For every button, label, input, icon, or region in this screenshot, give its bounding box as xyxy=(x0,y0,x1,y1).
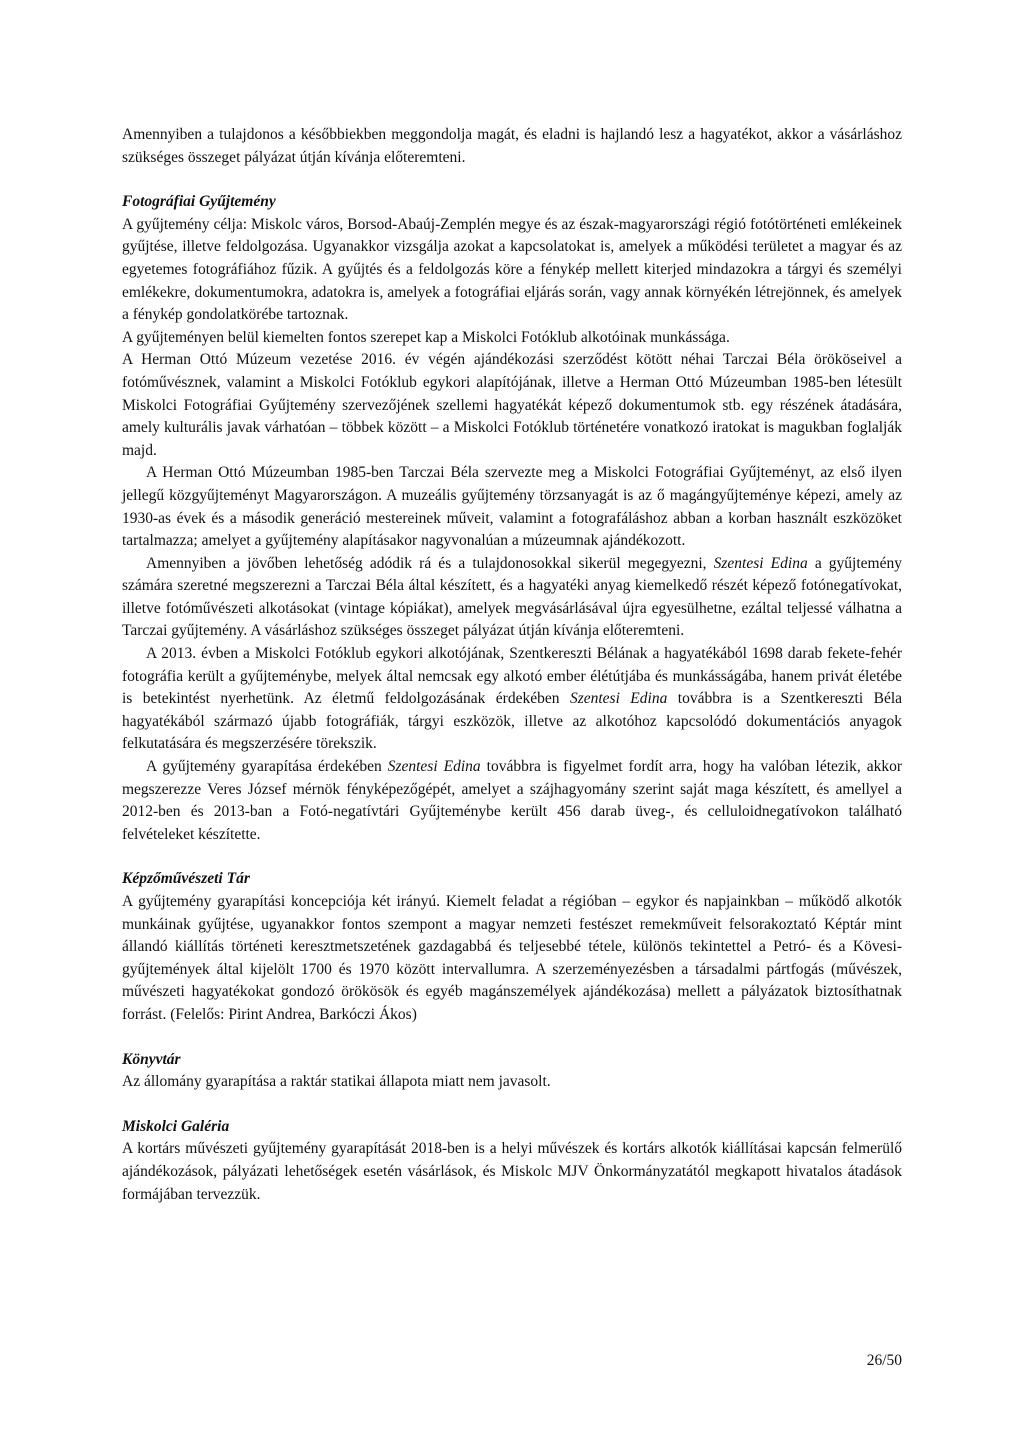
fotografiai-paragraph-4: A Herman Ottó Múzeumban 1985-ben Tarczai Béla szervezte meg a Miskolci Fotográfiai Gyűjteményt, az első ilyen jellegű közgyűjteményt Magyarországon. A muzeális gyűjtemény törzsanyagát is az ő magángyűjteménye képezi, amely az 1930-as évek és a második generáció mestereinek műveit, valamint a fotografáláshoz abban a korban használt eszközöket tartalmazza; amelyet a gyűjtemény alapításakor nagyvonalúan a múzeumnak ajándékozott. xyxy=(122,464,902,550)
fotografiai-paragraph-1: A gyűjtemény célja: Miskolc város, Borsod-Abaúj-Zemplén megye és az észak-magyarországi régió fotótörténeti emlékeinek gyűjtése, illetve feldolgozása. Ugyanakkor vizsgálja azokat a kapcsolatokat is, amelyek a működési területet a magyar és az egyetemes fotográfiához fűzik. A gyűjtés és a feldolgozás köre a fénykép mellett kiterjed mindazokra a tárgyi és személyi emlékekre, dokumentumokra, adatokra is, amelyek a fotográfiai eljárás során, vagy annak környékén létrejönnek, és amelyek a fénykép gondolatkörébe tartoznak. xyxy=(122,215,902,324)
section-heading-miskolci-galeria: Miskolci Galéria xyxy=(122,1117,230,1135)
miskolci-galeria-paragraph-1: A kortárs művészeti gyűjtemény gyarapítását 2018-ben is a helyi művészek és kortárs alkotók kiállításai kapcsán felmerülő ajándékozások, pályázati lehetőségek esetén vásárlások, és Miskolc MJV Önkormányzatától megkapott hivatalos átadások formájában tervezzük. xyxy=(122,1140,902,1203)
person-name: Szentesi Edina xyxy=(387,758,481,776)
person-name: Szentesi Edina xyxy=(713,554,808,572)
text-run: A gyűjtemény gyarapítása érdekében xyxy=(146,758,388,776)
section-gap xyxy=(122,169,902,191)
text-run: Amennyiben a jövőben lehetőség adódik rá és a tulajdonosokkal sikerül megegyezni, xyxy=(146,554,714,572)
section-heading-kepzomuveszeti: Képzőművészeti Tár xyxy=(122,870,250,888)
person-name: Szentesi Edina xyxy=(569,690,668,708)
section-heading-fotografiai: Fotográfiai Gyűjtemény xyxy=(122,193,276,211)
section-gap xyxy=(122,846,902,868)
section-gap xyxy=(122,1094,902,1116)
fotografiai-paragraph-2: A gyűjteményen belül kiemelten fontos szerepet kap a Miskolci Fotóklub alkotóinak munkássága. xyxy=(122,328,730,346)
fotografiai-paragraph-5 xyxy=(122,553,902,643)
text-run: A 2013. évben a Miskolci Fotóklub egykori alkotójának, Szentkereszti Bélának a hagyatékából 1698 darab fekete-fehér fotográfia került a gyűjteménybe, melyek által nemcsak egy alkotó ember élétútjába és munkásságába, hanem privát életébe is betekintést nyerhetünk. Az életmű feldolgozásának érdekében xyxy=(122,645,902,708)
kepzomuveszeti-paragraph-1: A gyűjtemény gyarapítási koncepciója két irányú. Kiemelt feladat a régióban – egykor és napjainkban – működő alkotók munkáinak gyűjtése, ugyanakkor fontos szempont a magyar nemzeti festészet remekműveit felsorakoztató Képtár mint állandó kiállítás történeti keresztmetszetének gazdagabbá és teljesebbé tétele, különös tekintettel a Petró- és a Kövesi-gyűjtemények által kijelölt 1700 és 1970 között intervallumra. A szerzeményezésben a társadalmi pártfogás (művészek, művészeti hagyatékokat gondozó örökösök és egyéb magánszemélyek ajándékozása) mellett a pályázatok biztosíthatnak forrást. (Felelős: Pirint Andrea, Barkóczi Ákos) xyxy=(122,893,902,1023)
text-run: továbbra is a Szentkereszti Béla hagyatékából származó újabb fotográfiák, tárgyi eszközök, illetve az alkotóhoz kapcsolódó dokumentációs anyagok felkutatására és megszerzésére törekszik. xyxy=(122,690,903,753)
text-run: továbbra is figyelmet fordít arra, hogy ha valóban létezik, akkor megszerezze Veres József mérnök fényképezőgépét, amelyet a szájhagyomány szerint saját maga készített, és amellyel a 2012-ben és 2013-ban a Fotó-negatívtári Gyűjteménybe került 456 darab üveg-, és celluloidnegatívokon található felvételeket készítette. xyxy=(122,758,902,843)
text-run: a gyűjtemény számára szeretné megszerezni a Tarczai Béla által készített, és a hagyatéki anyag kiemelkedő részét képező fotónegatívokat, illetve fotóművészeti alkotásokat (vintage kópiákat), amelyek megvásárlásával újra egyesülhetne, ezáltal teljessé válhatna a Tarczai gyűjtemény. A vásárláshoz szükséges összeget pályázat útján kívánja előteremteni. xyxy=(122,554,902,640)
section-heading-konyvtar: Könyvtár xyxy=(122,1050,181,1068)
fotografiai-paragraph-6 xyxy=(122,643,902,756)
page-number: 26/50 xyxy=(866,1352,902,1369)
intro-paragraph: Amennyiben a tulajdonos a későbbiekben meggondolja magát, és eladni is hajlandó lesz a hagyatékot, akkor a vásárláshoz szükséges összeget pályázat útján kívánja előteremteni. xyxy=(122,126,902,166)
document-body xyxy=(122,124,902,1206)
section-gap xyxy=(122,1027,902,1049)
fotografiai-paragraph-3: A Herman Ottó Múzeum vezetése 2016. év végén ajándékozási szerződést kötött néhai Tarczai Béla örököseivel a fotóművésznek, valamint a Miskolci Fotóklub egykori alapítójának, illetve a Herman Ottó Múzeumban 1985-ben létesült Miskolci Fotográfiai Gyűjtemény szervezőjének szellemi hagyatékát képező dokumentumok stb. egy részének átadására, amely kulturális javak várhatóan – többek között – a Miskolci Fotóklub történetére vonatkozó iratokat is magukban foglalják majd. xyxy=(122,351,902,459)
fotografiai-paragraph-7 xyxy=(122,756,902,846)
konyvtar-paragraph-1: Az állomány gyarapítása a raktár statikai állapota miatt nem javasolt. xyxy=(122,1073,551,1091)
